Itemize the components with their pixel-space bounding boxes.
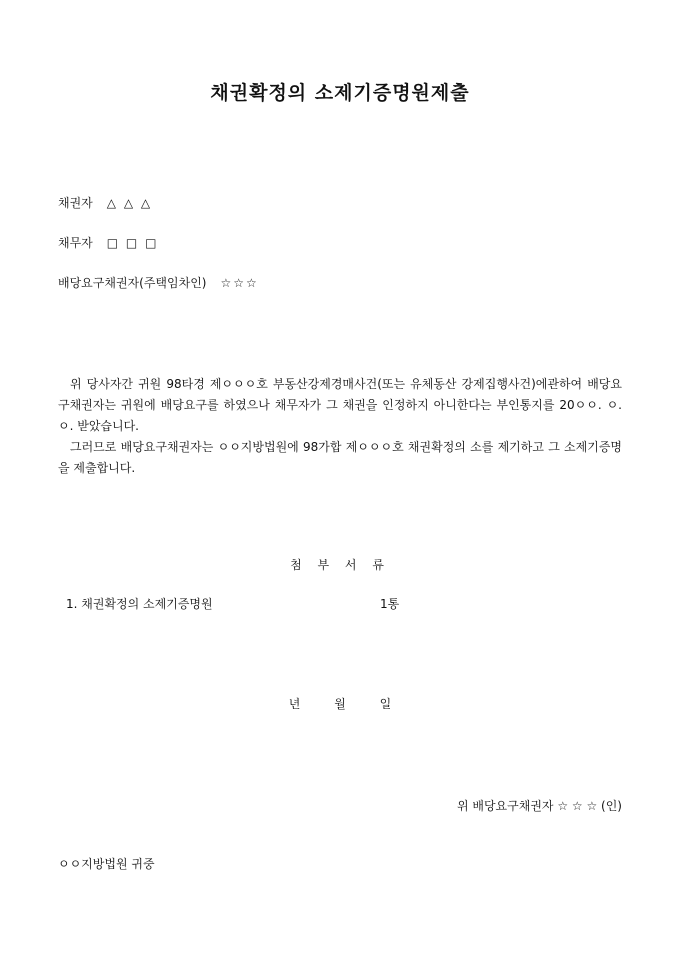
claimant-name: ☆☆☆ [220, 276, 259, 290]
court-addressee: ㅇㅇ지방법원 귀중 [58, 857, 155, 871]
attachment-item-label: 1. 채권확정의 소제기증명원 [66, 597, 213, 611]
debtor-line [58, 234, 158, 251]
debtor-name: □ □ □ [106, 236, 159, 250]
signature-line: 위 배당요구채권자 ☆ ☆ ☆ (인) [456, 799, 622, 813]
claimant-label: 배당요구채권자(주택임차인) [58, 276, 207, 290]
creditor-name: △ △ △ [106, 196, 153, 210]
body-paragraph-2: 그러므로 배당요구채권자는 ㅇㅇ지방법원에 98가합 제ㅇㅇㅇ호 채권확정의 소를 제기하고 그 소제기증명을 제출합니다. [58, 440, 622, 475]
debtor-label: 채무자 [58, 236, 93, 250]
date-line: 년 월 일 [288, 697, 392, 711]
creditor-line [58, 194, 152, 211]
body-paragraph-1: 위 당사자간 귀원 98타경 제ㅇㅇㅇ호 부동산강제경매사건(또는 유체동산 강제집행사건)에관하여 배당요구채권자는 귀원에 배당요구를 하였으나 채무자가 그 채권을 인정하지 아니한다는 부인통지를 20ㅇㅇ. ㅇ.ㅇ. 받았습니다. [58, 377, 622, 433]
attachments-heading: 첨 부 서 류 [290, 558, 390, 572]
page-title: 채권확정의 소제기증명원제출 [210, 82, 470, 104]
claimant-line [58, 274, 259, 291]
attachment-item-count: 1통 [380, 597, 400, 611]
creditor-label: 채권자 [58, 196, 93, 210]
